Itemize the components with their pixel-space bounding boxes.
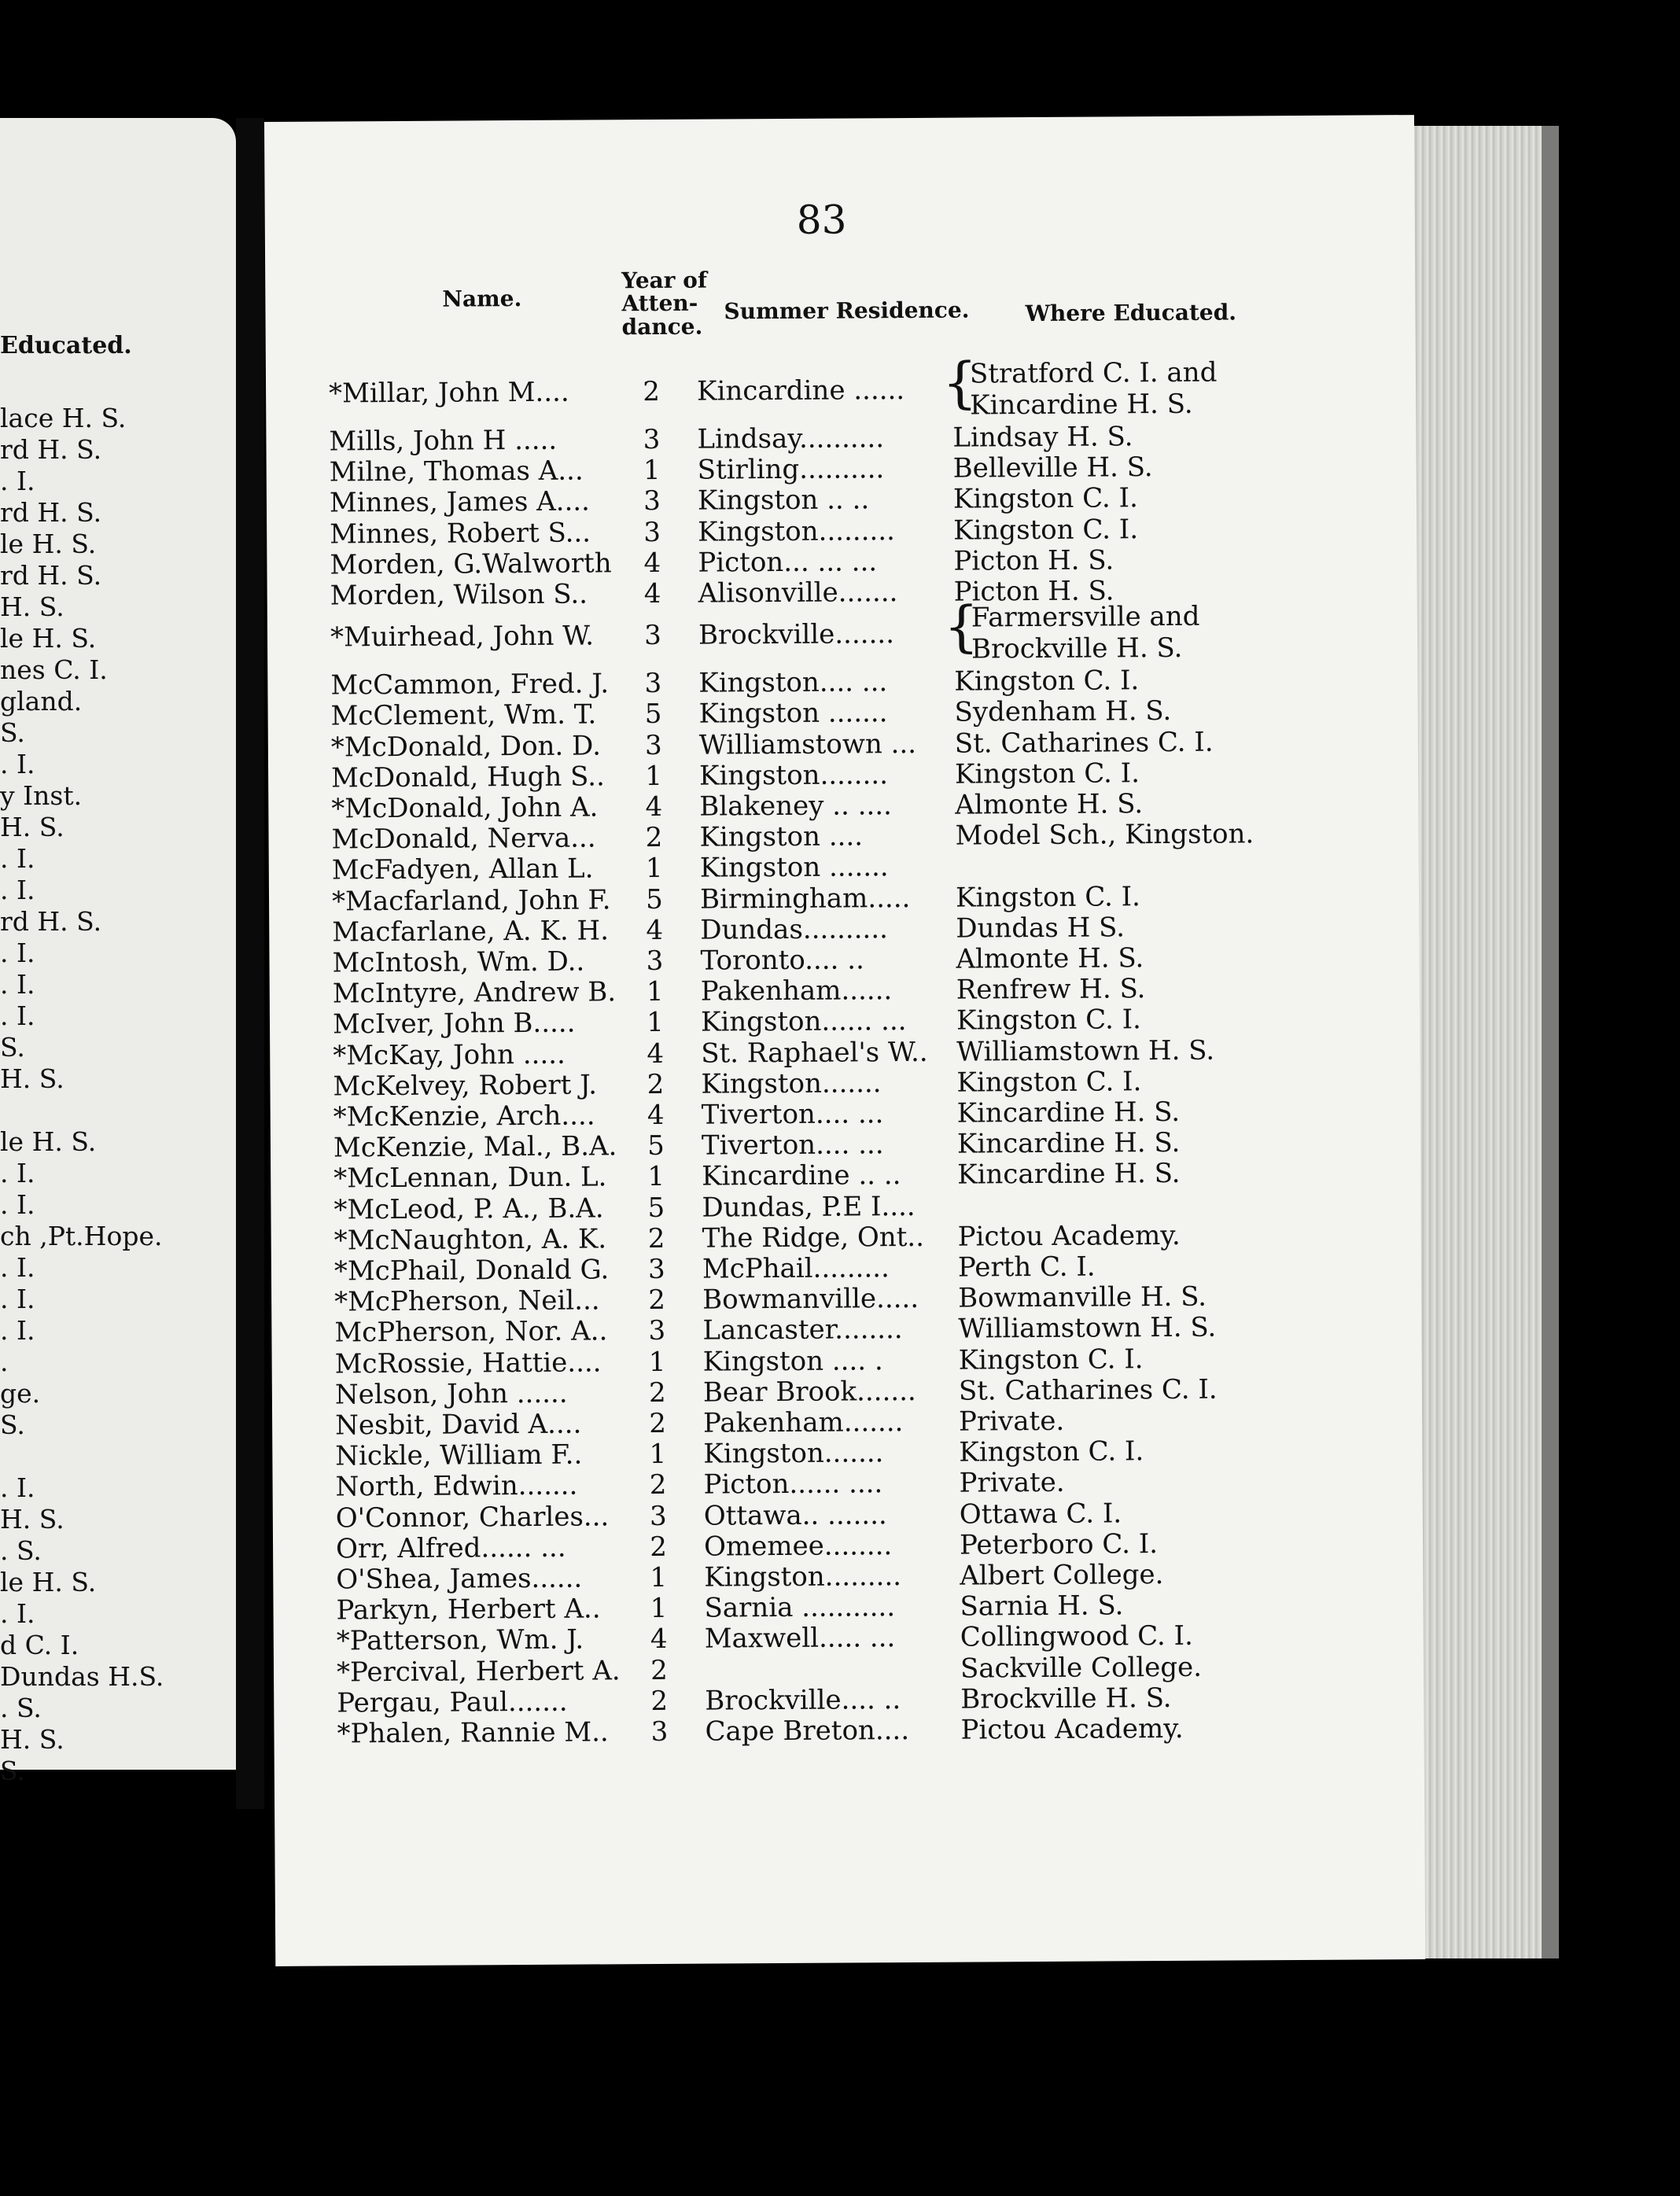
left-page-line: . I. <box>0 1472 35 1503</box>
year-cell: 3 <box>650 1715 669 1748</box>
year-cell: 1 <box>645 760 663 792</box>
year-cell: 3 <box>644 668 662 700</box>
facing-page <box>0 118 236 1786</box>
name-cell: *McKay, John ..... <box>333 1038 566 1072</box>
educated-cell: Williamstown H. S. <box>956 1034 1215 1068</box>
name-cell: *McNaughton, A. K. <box>333 1223 607 1257</box>
residence-cell: Stirling.......... <box>697 453 885 486</box>
residence-cell: Cape Breton.... <box>705 1715 910 1748</box>
name-cell: McPherson, Nor. A.. <box>334 1315 608 1349</box>
name-cell: *McLeod, P. A., B.A. <box>333 1192 604 1226</box>
educated-cell: Kingston C. I. <box>953 513 1139 547</box>
residence-cell: Pakenham....... <box>702 1406 904 1439</box>
educated-cell: Kincardine H. S. <box>956 1096 1181 1129</box>
year-cell: 5 <box>646 883 663 916</box>
name-cell: Nickle, William F.. <box>335 1439 583 1472</box>
left-page-line: . <box>0 1347 9 1377</box>
educated-cell: Kincardine H. S. <box>956 1127 1181 1160</box>
educated-cell: Pictou Academy. <box>960 1712 1184 1746</box>
year-cell: 3 <box>643 516 661 548</box>
educated-cell: Sarnia H. S. <box>960 1590 1124 1623</box>
residence-cell: Kingston ....... <box>699 851 889 885</box>
left-page-line: . I. <box>0 938 35 968</box>
residence-cell: Kingston........ <box>698 758 889 792</box>
table-row <box>274 1711 1424 1750</box>
name-cell: Pergau, Paul....... <box>337 1686 568 1719</box>
year-cell: 1 <box>649 1439 667 1471</box>
year-cell: 3 <box>646 945 664 978</box>
page-number: 83 <box>796 197 847 243</box>
name-cell: *Phalen, Rannie M.. <box>337 1716 609 1750</box>
residence-cell: Williamstown ... <box>698 728 917 761</box>
educated-cell: Stratford C. I. and <box>969 356 1218 390</box>
educated-cell: Kingston C. I. <box>956 1004 1142 1037</box>
year-cell: 2 <box>650 1685 669 1717</box>
residence-cell: Tiverton.... ... <box>701 1129 884 1162</box>
educated-cell: Brockville H. S. <box>960 1682 1172 1715</box>
educated-cell: Ottawa C. I. <box>959 1497 1122 1531</box>
left-page-line: . I. <box>0 843 35 874</box>
name-cell: Milne, Thomas A... <box>329 455 584 488</box>
name-cell: McClement, Wm. T. <box>330 698 597 732</box>
left-page-line: lace H. S. <box>0 403 127 433</box>
year-cell: 1 <box>647 1007 664 1039</box>
table-row <box>266 350 1416 422</box>
educated-cell: Kingston C. I. <box>958 1343 1144 1376</box>
year-cell: 3 <box>643 485 661 518</box>
residence-cell: Kingston ....... <box>698 697 888 731</box>
year-cell: 3 <box>643 423 661 456</box>
year-cell: 3 <box>644 620 661 652</box>
year-cell: 2 <box>647 1222 665 1255</box>
residence-cell: Kingston .... . <box>702 1344 883 1378</box>
left-page-line: . I. <box>0 1158 35 1188</box>
left-page-line: ge. <box>0 1378 41 1409</box>
year-cell: 4 <box>647 1037 665 1070</box>
year-cell: 2 <box>647 1068 665 1100</box>
educated-cell: Dundas H S. <box>956 912 1126 945</box>
educated-cell: Kingston C. I. <box>954 665 1140 698</box>
name-cell: *McLennan, Dun. L. <box>333 1161 607 1195</box>
name-cell: Orr, Alfred...... ... <box>335 1531 566 1565</box>
name-cell: Mills, John H ..... <box>329 424 558 458</box>
table-row <box>267 573 1417 612</box>
left-page-line: S. <box>0 1409 25 1440</box>
residence-cell: Kingston......... <box>698 514 895 548</box>
left-page-line: . I. <box>0 875 35 905</box>
year-cell: 2 <box>643 375 661 408</box>
left-page-line: rd H. S. <box>0 434 102 465</box>
header-year-line: dance. <box>621 313 703 341</box>
educated-cell: Picton H. S. <box>953 575 1114 608</box>
residence-cell: St. Raphael's W.. <box>701 1036 928 1070</box>
name-cell: O'Connor, Charles... <box>335 1500 610 1535</box>
name-cell: *Macfarland, John F. <box>331 883 611 918</box>
book-cover-edge <box>1542 126 1559 1958</box>
educated-cell: Renfrew H. S. <box>956 973 1146 1006</box>
left-page-line: rd H. S. <box>0 560 102 591</box>
residence-cell: Kincardine .. .. <box>702 1159 901 1193</box>
year-cell: 3 <box>644 729 662 761</box>
left-page-line: . I. <box>0 1252 35 1283</box>
year-cell: 5 <box>647 1130 665 1162</box>
left-page-line: S. <box>0 717 25 748</box>
brace-glyph: { <box>941 350 978 415</box>
name-cell: *McDonald, Don. D. <box>330 729 602 764</box>
educated-cell: Belleville H. S. <box>952 451 1153 485</box>
year-cell: 4 <box>650 1623 668 1656</box>
residence-cell: Ottawa.. ....... <box>703 1498 887 1532</box>
year-cell: 1 <box>647 1161 665 1193</box>
name-cell: *Millar, John M.... <box>328 376 569 410</box>
residence-cell: Tiverton.... ... <box>701 1098 884 1131</box>
year-cell: 1 <box>646 976 664 1008</box>
name-cell: *Muirhead, John W. <box>330 620 595 654</box>
residence-cell: McPhail......... <box>702 1252 890 1285</box>
year-cell: 1 <box>643 455 661 487</box>
left-page-line: y Inst. <box>0 780 83 811</box>
year-cell: 2 <box>649 1469 667 1501</box>
left-page-line: d C. I. <box>0 1630 79 1660</box>
residence-cell: Brockville.... .. <box>705 1683 901 1717</box>
left-page-line: S. <box>0 1032 25 1063</box>
residence-cell: Kingston....... <box>703 1437 884 1470</box>
brace-glyph: { <box>943 594 979 659</box>
name-cell: McKenzie, Mal., B.A. <box>333 1130 617 1164</box>
book-gutter <box>236 118 264 1809</box>
residence-cell: Kingston .... <box>699 820 864 853</box>
year-cell: 4 <box>643 577 661 610</box>
residence-cell: Alisonville....... <box>698 577 898 610</box>
year-cell: 2 <box>650 1531 668 1563</box>
left-page-line: . I. <box>0 1284 35 1314</box>
residence-cell: Lindsay.......... <box>697 422 885 455</box>
residence-cell: Picton... ... ... <box>698 546 878 579</box>
residence-cell: Toronto.... .. <box>700 944 864 977</box>
left-page-line: . S. <box>0 1535 42 1566</box>
left-page-line: ch ,Pt.Hope. <box>0 1221 163 1251</box>
name-cell: McIntosh, Wm. D.. <box>332 945 585 979</box>
year-cell: 3 <box>648 1315 666 1347</box>
name-cell: Parkyn, Herbert A.. <box>336 1593 601 1627</box>
name-cell: McIver, John B..... <box>332 1007 576 1041</box>
year-cell: 2 <box>645 822 663 854</box>
header-educated: Where Educated. <box>1025 299 1237 327</box>
educated-cell: Kingston C. I. <box>955 880 1141 914</box>
name-cell: *McKenzie, Arch.... <box>333 1100 595 1133</box>
header-residence: Summer Residence. <box>724 297 970 325</box>
educated-cell: Sydenham H. S. <box>954 695 1172 729</box>
left-page-line: le H. S. <box>0 1567 97 1597</box>
residence-cell: Omemee........ <box>703 1529 893 1563</box>
educated-cell: Bowmanville H. S. <box>958 1280 1207 1314</box>
residence-cell: Dundas, P.E I.... <box>702 1190 916 1224</box>
left-page-line: le H. S. <box>0 1126 97 1157</box>
year-cell: 5 <box>647 1192 665 1224</box>
educated-cell: Kincardine H. S. <box>957 1158 1181 1192</box>
educated-cell: Model Sch., Kingston. <box>955 818 1254 852</box>
year-cell: 1 <box>645 853 663 885</box>
year-cell: 4 <box>643 547 661 579</box>
left-page-line: . I. <box>0 1315 35 1346</box>
year-cell: 1 <box>648 1346 666 1378</box>
header-year-line: Atten- <box>621 290 698 317</box>
name-cell: McKelvey, Robert J. <box>333 1069 598 1103</box>
educated-cell: Private. <box>958 1405 1065 1438</box>
year-cell: 2 <box>648 1376 666 1409</box>
year-cell: 4 <box>647 1099 665 1132</box>
year-cell: 3 <box>649 1500 667 1532</box>
educated-cell: St. Catharines C. I. <box>954 726 1214 760</box>
name-cell: McIntyre, Andrew B. <box>332 976 617 1010</box>
residence-cell: Birmingham..... <box>699 882 911 916</box>
residence-cell: Kingston......... <box>704 1560 902 1594</box>
residence-cell: Sarnia ........... <box>704 1591 896 1624</box>
left-page-line: gland. <box>0 686 83 717</box>
year-cell: 3 <box>647 1253 665 1286</box>
educated-cell: Williamstown H. S. <box>958 1312 1217 1346</box>
name-cell: O'Shea, James...... <box>336 1562 583 1596</box>
educated-cell: Kingston C. I. <box>956 1066 1142 1099</box>
year-cell: 4 <box>645 790 663 824</box>
residence-cell: Picton...... .... <box>703 1468 883 1501</box>
name-cell: McFadyen, Allan L. <box>331 853 594 886</box>
left-page-line: . I. <box>0 749 35 779</box>
left-page-line: H. S. <box>0 591 64 622</box>
educated-cell: Private. <box>959 1467 1065 1500</box>
header-year-line: Year of <box>621 267 708 294</box>
residence-cell: Brockville....... <box>698 618 895 651</box>
name-cell: McCammon, Fred. J. <box>330 668 610 702</box>
name-cell: *McPherson, Neil... <box>334 1284 600 1318</box>
residence-cell: Bowmanville..... <box>702 1283 919 1316</box>
educated-cell: Collingwood C. I. <box>960 1620 1193 1654</box>
name-cell: McRossie, Hattie.... <box>334 1347 602 1380</box>
left-page-line: S. <box>0 1756 25 1786</box>
left-page-line: rd H. S. <box>0 906 102 937</box>
left-page-line: Dundas H.S. <box>0 1661 164 1692</box>
left-page-line: . I. <box>0 1189 35 1220</box>
year-cell: 2 <box>648 1284 666 1317</box>
year-cell: 1 <box>650 1593 668 1625</box>
year-cell: 2 <box>650 1654 668 1686</box>
left-page-line: nes C. I. <box>0 654 108 685</box>
name-cell: *Percival, Herbert A. <box>336 1654 621 1689</box>
name-cell: *McDonald, John A. <box>331 791 599 825</box>
header-name: Name. <box>442 286 522 312</box>
residence-cell: Lancaster........ <box>702 1314 903 1347</box>
name-cell: *Patterson, Wm. J. <box>336 1623 584 1657</box>
educated-cell: Sackville College. <box>960 1651 1203 1685</box>
educated-cell-line2: Brockville H. S. <box>971 632 1183 665</box>
left-page-line: H. S. <box>0 1724 64 1755</box>
residence-cell: Blakeney .. .... <box>699 790 892 823</box>
name-cell: North, Edwin....... <box>335 1469 578 1503</box>
name-cell: Nelson, John ...... <box>334 1377 568 1411</box>
left-page-header: Educated. <box>0 332 132 359</box>
residence-cell: Kingston...... ... <box>700 1005 907 1039</box>
left-page-line: H. S. <box>0 1504 64 1535</box>
page-83 <box>264 115 1425 1966</box>
left-page-line: H. S. <box>0 812 64 842</box>
educated-cell: Picton H. S. <box>953 544 1114 577</box>
educated-cell: St. Catharines C. I. <box>958 1373 1218 1407</box>
header-year <box>621 269 707 339</box>
educated-cell-line2: Kincardine H. S. <box>970 388 1193 422</box>
name-cell: Macfarlane, A. K. H. <box>332 915 610 949</box>
year-cell: 1 <box>650 1561 668 1594</box>
name-cell: Nesbit, David A.... <box>335 1408 582 1442</box>
educated-cell: Kingston C. I. <box>954 757 1140 790</box>
left-page-line: H. S. <box>0 1063 64 1094</box>
educated-cell: Lindsay H. S. <box>952 421 1133 454</box>
name-cell: Morden, Wilson S.. <box>330 578 588 612</box>
residence-cell: The Ridge, Ont.. <box>702 1221 925 1255</box>
page-edges <box>1411 126 1557 1958</box>
name-cell: McDonald, Nerva... <box>331 822 596 856</box>
residence-cell: Pakenham...... <box>700 975 893 1008</box>
educated-cell: Perth C. I. <box>957 1251 1096 1284</box>
name-cell: Minnes, Robert S... <box>330 517 591 551</box>
left-page-line: . I. <box>0 1598 35 1629</box>
left-page-line: le H. S. <box>0 623 97 654</box>
educated-cell: Farmersville and <box>971 600 1200 634</box>
educated-cell: Peterboro C. I. <box>959 1527 1159 1561</box>
left-page-line: . I. <box>0 466 35 496</box>
left-page-line: . S. <box>0 1693 42 1723</box>
left-page-line: . I. <box>0 1000 35 1031</box>
residence-cell: Kingston.... ... <box>698 666 888 699</box>
educated-cell: Almonte H. S. <box>956 942 1144 975</box>
educated-cell: Almonte H. S. <box>955 788 1144 821</box>
left-page-line: . I. <box>0 969 35 1000</box>
educated-cell: Albert College. <box>960 1559 1164 1592</box>
name-cell: McDonald, Hugh S.. <box>330 761 605 794</box>
year-cell: 5 <box>644 698 662 731</box>
educated-cell: Pictou Academy. <box>957 1219 1181 1253</box>
name-cell: Morden, G.Walworth <box>330 547 612 581</box>
residence-cell: Kingston....... <box>701 1067 882 1100</box>
educated-cell: Kingston C. I. <box>952 482 1138 516</box>
left-page-line: rd H. S. <box>0 497 102 528</box>
residence-cell: Bear Brook....... <box>702 1375 916 1409</box>
residence-cell: Kincardine ...... <box>696 374 905 407</box>
year-cell: 4 <box>646 914 664 946</box>
name-cell: Minnes, James A.... <box>329 485 591 519</box>
left-page-line: le H. S. <box>0 529 97 559</box>
residence-cell: Kingston .. .. <box>697 484 870 518</box>
educated-cell: Kingston C. I. <box>959 1435 1144 1468</box>
residence-cell: Maxwell..... ... <box>704 1622 896 1656</box>
residence-cell: Dundas.......... <box>700 912 889 946</box>
name-cell: *McPhail, Donald G. <box>333 1254 610 1288</box>
year-cell: 2 <box>649 1407 667 1440</box>
